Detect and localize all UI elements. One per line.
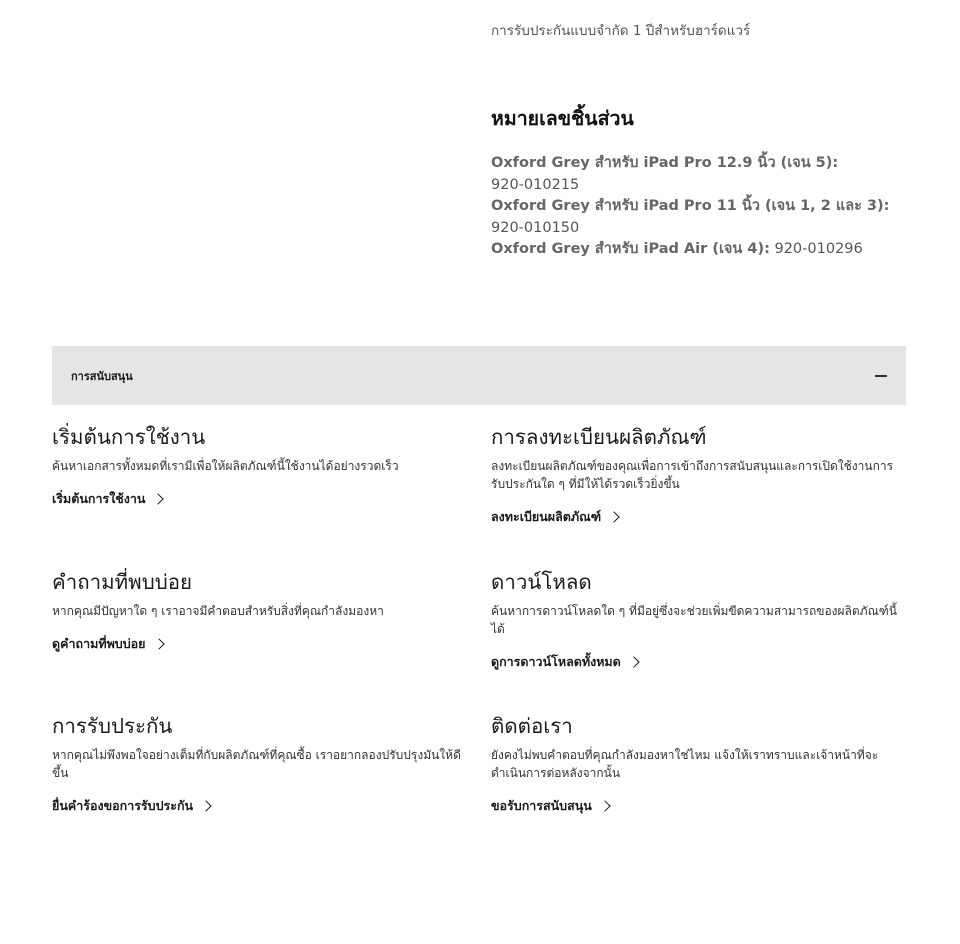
support-card-registration	[491, 424, 906, 527]
part-numbers-heading: หมายเลขชิ้นส่วน	[491, 107, 634, 130]
link-label: ดูคำถามที่พบบ่อย	[52, 636, 146, 651]
card-title: การลงทะเบียนผลิตภัณฑ์	[491, 425, 707, 449]
part-number-entry	[491, 196, 911, 239]
register-product-link[interactable]	[491, 507, 618, 527]
card-description: หากคุณไม่พึงพอใจอย่างเต็มที่กับผลิตภัณฑ์ที่คุณซื้อ เราอยากลองปรับปรุงมันให้ดีขึ้น	[52, 748, 461, 780]
faq-link[interactable]	[52, 634, 163, 654]
link-label: ยื่นคำร้องขอการรับประกัน	[52, 798, 194, 813]
part-number-entry	[491, 153, 911, 196]
chevron-right-icon	[200, 800, 211, 811]
warranty-claim-link[interactable]	[52, 796, 210, 816]
card-description: ลงทะเบียนผลิตภัณฑ์ของคุณเพื่อการเข้าถึงการสนับสนุนและการเปิดใช้งานการรับประกันใด ๆ ที่มีให้ได้รวดเร็วยิ่งขึ้น	[491, 459, 894, 491]
chevron-right-icon	[153, 493, 164, 504]
link-label: ลงทะเบียนผลิตภัณฑ์	[491, 509, 602, 524]
part-name: Oxford Grey สำหรับ iPad Air (เจน 4):	[491, 241, 770, 257]
part-number-entry	[491, 239, 911, 261]
card-description: ยังคงไม่พบคำตอบที่คุณกำลังมองหาใช่ไหม แจ้งให้เราทราบและเจ้าหน้าที่จะดำเนินการต่อหลังจากนั้น	[491, 748, 879, 780]
support-card-getting-started	[52, 424, 467, 509]
support-card-faq	[52, 569, 467, 654]
get-support-link[interactable]	[491, 796, 609, 816]
part-number: 920-010150	[491, 219, 580, 236]
link-label: ขอรับการสนับสนุน	[491, 798, 592, 813]
getting-started-link[interactable]	[52, 489, 162, 509]
chevron-right-icon	[628, 656, 639, 667]
link-label: ดูการดาวน์โหลดทั้งหมด	[491, 654, 621, 669]
support-title: การสนับสนุน	[71, 369, 133, 383]
card-description: ค้นหาการดาวน์โหลดใด ๆ ที่มีอยู่ซึ่งจะช่วยเพิ่มขีดความสามารถของผลิตภัณฑ์นี้ได้	[491, 604, 897, 636]
part-name: Oxford Grey สำหรับ iPad Pro 12.9 นิ้ว (เจน 5):	[491, 155, 839, 171]
card-title: คำถามที่พบบ่อย	[52, 570, 193, 594]
link-label: เริ่มต้นการใช้งาน	[52, 491, 146, 506]
card-title: ติดต่อเรา	[491, 714, 573, 738]
part-name: Oxford Grey สำหรับ iPad Pro 11 นิ้ว (เจน 1, 2 และ 3):	[491, 198, 890, 214]
card-description: ค้นหาเอกสารทั้งหมดที่เรามีเพื่อให้ผลิตภัณฑ์นี้ใช้งานได้อย่างรวดเร็ว	[52, 459, 399, 473]
part-number: 920-010215	[491, 176, 580, 193]
warranty-note: การรับประกันแบบจำกัด 1 ปีสำหรับฮาร์ดแวร์	[491, 23, 751, 39]
chevron-right-icon	[608, 511, 619, 522]
minus-icon[interactable]	[875, 375, 887, 377]
chevron-right-icon	[153, 638, 164, 649]
card-title: เริ่มต้นการใช้งาน	[52, 425, 206, 449]
chevron-right-icon	[599, 800, 610, 811]
part-number: 920-010296	[774, 241, 863, 257]
downloads-link[interactable]	[491, 652, 638, 672]
support-card-warranty	[52, 713, 467, 816]
card-description: หากคุณมีปัญหาใด ๆ เราอาจมีคำตอบสำหรับสิ่งที่คุณกำลังมองหา	[52, 604, 384, 618]
support-card-downloads	[491, 569, 906, 672]
support-accordion-header[interactable]	[52, 346, 906, 405]
support-card-contact	[491, 713, 906, 816]
card-title: ดาวน์โหลด	[491, 570, 592, 594]
card-title: การรับประกัน	[52, 714, 173, 738]
part-numbers-list	[491, 153, 911, 261]
